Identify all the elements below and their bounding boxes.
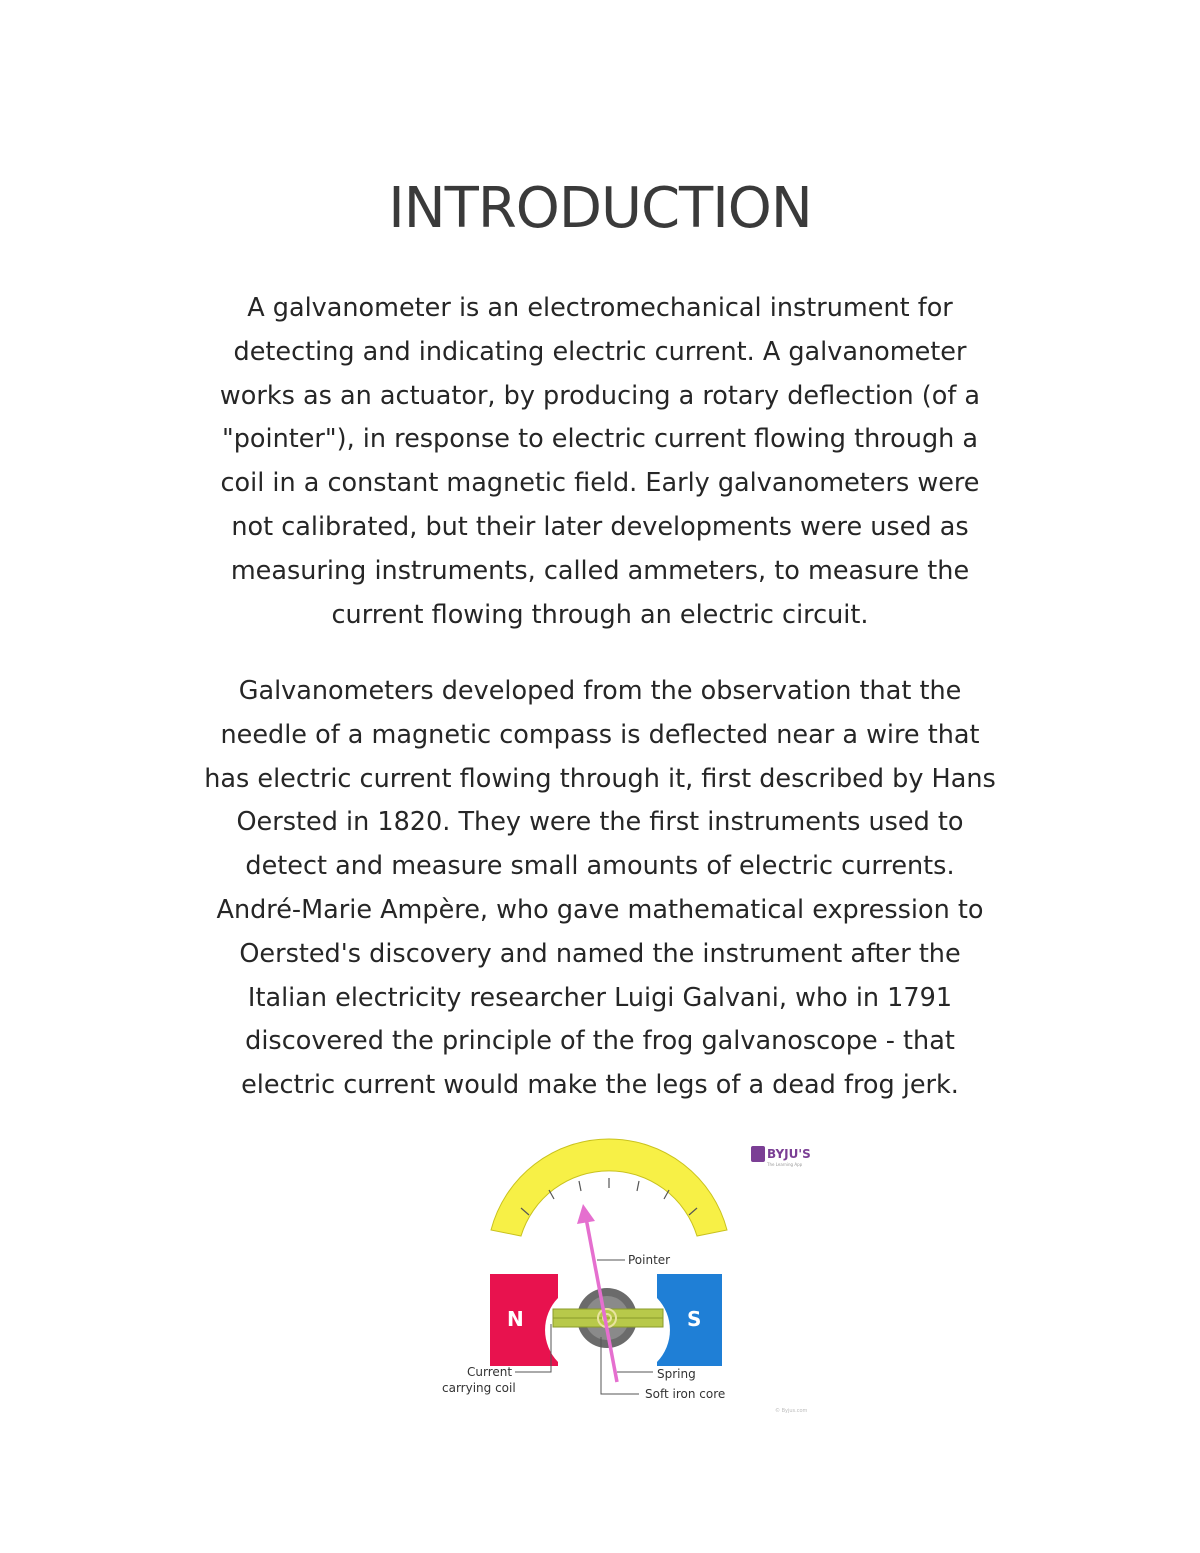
text-line: discovered the principle of the frog galvanoscope - that bbox=[245, 1026, 955, 1057]
logo-tagline: The Learning App bbox=[767, 1162, 803, 1167]
scale-tick bbox=[579, 1181, 581, 1191]
logo-mark bbox=[751, 1146, 765, 1162]
logo-text: BYJU'S bbox=[767, 1147, 811, 1161]
galvanometer-svg bbox=[425, 1138, 845, 1428]
text-line: not calibrated, but their later developments were used as bbox=[231, 511, 969, 542]
text-line: Oersted's discovery and named the instrument after the bbox=[239, 938, 961, 969]
byjus-logo bbox=[751, 1146, 811, 1167]
scale-tick bbox=[637, 1181, 639, 1191]
coil-label-line2: carrying coil bbox=[442, 1381, 516, 1395]
text-line: measuring instruments, called ammeters, to measure the bbox=[230, 555, 970, 586]
text-line: detect and measure small amounts of electric currents. bbox=[245, 851, 955, 882]
north-magnet bbox=[490, 1274, 558, 1366]
south-pole-label: S bbox=[687, 1307, 702, 1331]
text-line: Italian electricity researcher Luigi Galvani, who in 1791 bbox=[247, 982, 953, 1013]
text-line: works as an actuator, by producing a rotary deflection (of a bbox=[219, 380, 981, 411]
text-line: Oersted in 1820. They were the first instruments used to bbox=[236, 807, 964, 838]
text-line: A galvanometer is an electromechanical instrument for bbox=[247, 293, 953, 323]
galvanometer-diagram bbox=[425, 1138, 845, 1428]
north-pole-label: N bbox=[507, 1307, 524, 1331]
paragraph-2 bbox=[170, 670, 1030, 1108]
paragraph-1 bbox=[170, 287, 1030, 637]
pointer-label: Pointer bbox=[628, 1253, 671, 1267]
pointer-arrowhead bbox=[577, 1204, 595, 1224]
page-title: INTRODUCTION bbox=[388, 176, 812, 241]
text-line: electric current would make the legs of a dead frog jerk. bbox=[241, 1070, 959, 1101]
text-line: detecting and indicating electric current. A galvanometer bbox=[233, 336, 967, 367]
text-line: Galvanometers developed from the observation that the bbox=[238, 676, 962, 706]
copyright-watermark: © Byjus.com bbox=[775, 1408, 808, 1414]
core-label: Soft iron core bbox=[645, 1387, 726, 1401]
text-line: needle of a magnetic compass is deflected near a wire that bbox=[220, 719, 980, 750]
text-line: current flowing through an electric circuit. bbox=[331, 599, 869, 630]
text-line: André-Marie Ampère, who gave mathematical expression to bbox=[216, 894, 984, 925]
spring-label: Spring bbox=[657, 1367, 696, 1381]
text-line: has electric current flowing through it, first described by Hans bbox=[204, 763, 996, 794]
text-line: coil in a constant magnetic field. Early galvanometers were bbox=[220, 468, 980, 499]
coil-label-line1: Current bbox=[467, 1365, 513, 1379]
text-line: "pointer"), in response to electric current flowing through a bbox=[221, 424, 979, 455]
